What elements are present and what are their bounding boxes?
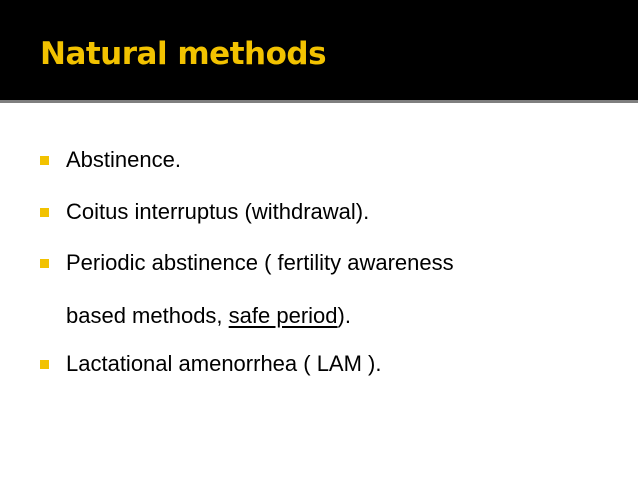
bullet-continuation-suffix: ). xyxy=(337,303,351,328)
bullet-text: Periodic abstinence ( fertility awareness xyxy=(66,250,454,275)
square-bullet-icon xyxy=(40,259,49,268)
bullet-text: Lactational amenorrhea ( LAM ). xyxy=(66,351,382,376)
title-divider xyxy=(0,100,638,103)
title-bar xyxy=(0,0,638,100)
square-bullet-icon xyxy=(40,360,49,369)
square-bullet-icon xyxy=(40,156,49,165)
bullet-continuation-prefix: based methods, xyxy=(66,303,229,328)
bullet-text: Coitus interruptus (withdrawal). xyxy=(66,199,370,224)
slide-title: Natural methods xyxy=(40,36,327,72)
bullet-continuation xyxy=(66,301,351,331)
safe-period-link[interactable]: safe period xyxy=(228,303,338,328)
bullet-text: Abstinence. xyxy=(66,147,181,172)
square-bullet-icon xyxy=(40,208,49,217)
